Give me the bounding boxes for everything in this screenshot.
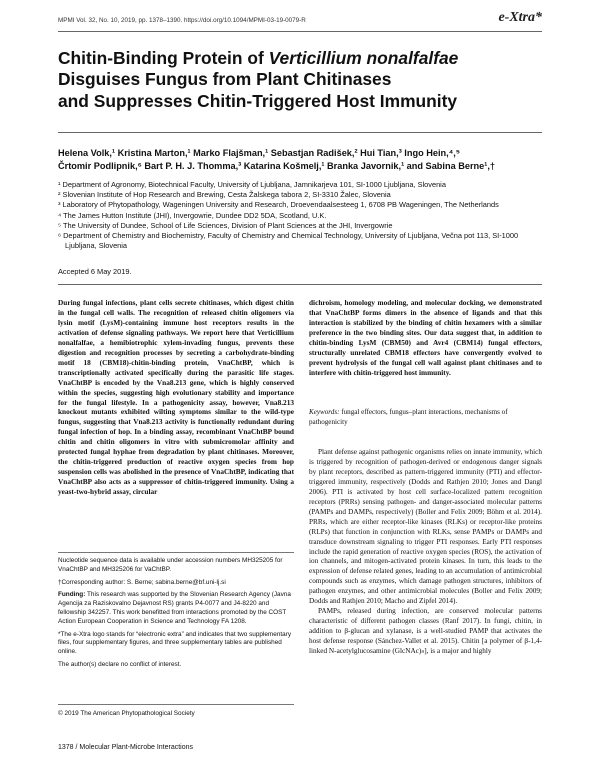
footnote-extra: *The e-Xtra logo stands for “electronic extra” and indicates that two supplementary files, four supplementary figures, and three supplementary tables are published online. bbox=[58, 630, 292, 656]
title-line2: Disguises Fungus from Plant Chitinases bbox=[58, 69, 392, 90]
funding-label: Funding: bbox=[58, 591, 86, 599]
title-line3: and Suppresses Chitin-Triggered Host Immunity bbox=[58, 90, 458, 111]
keywords-text: fungal effectors, fungus–plant interactions, mechanisms of pathogenicity bbox=[309, 408, 508, 426]
affiliation-6: ⁶ Department of Chemistry and Biochemistry, Faculty of Chemistry and Chemical Technology, University of Ljubljana, Večna pot 113, SI-1000 Ljubljana, Slovenia bbox=[58, 231, 519, 251]
affiliation-5: ⁵ The University of Dundee, School of Life Sciences, Division of Plant Sciences at the JHI, Invergowrie bbox=[58, 220, 393, 230]
footnote-conflict: The author(s) declare no conflict of interest. bbox=[58, 660, 182, 668]
affiliation-4: ⁴ The James Hutton Institute (JHI), Invergowrie, Dundee DD2 5DA, Scotland, U.K. bbox=[58, 210, 327, 220]
abstract-rule bbox=[58, 284, 542, 285]
copyright-rule bbox=[58, 704, 294, 705]
title-rule bbox=[58, 132, 542, 133]
footnotes bbox=[58, 557, 294, 674]
footnote-funding bbox=[58, 591, 294, 626]
abstract-right-column: dichroism, homology modeling, and molecular docking, we demonstrated that VnaChtBP forms dimers in the absence of ligands and that this interaction is stabilized by the binding of chitin hexamers with a similar preference in the two binding sites. Our data suggest that, in addition to chitin-binding LysM (CBM50) and Avr4 (CBM14) fungal effectors, structurally unrelated CBM18 effectors have convergently evolved to prevent hydrolysis of the fungal cell wall against plant chitinases and to interfere with chitin-triggered host immunity. bbox=[309, 298, 542, 377]
affiliation-2: ² Slovenian Institute of Hop Research and Brewing, Cesta Žalskega tabora 2, SI-3310 Žalec, Slovenia bbox=[58, 190, 391, 200]
authors-line2: Črtomir Podlipnik,⁶ Bart P. H. J. Thomma,³ Katarina Košmelj,¹ Branka Javornik,¹ and Sabina Berne¹,† bbox=[58, 160, 496, 171]
title-line1-prefix: Chitin-Binding Protein of bbox=[58, 48, 269, 68]
funding-text: This research was supported by the Slovenian Research Agency (Javna Agencija za Raziskovalno Dejavnost RS) grants P4-0077 and J4-8220 and fellowship 342257. This work benefitted from interactions promoted by the COST Action European Cooperation in Science and Technology FA 1208. bbox=[58, 591, 291, 625]
journal-citation: MPMI Vol. 32, No. 10, 2019, pp. 1378–1390. https://doi.org/10.1094/MPMI-03-19-0079-R bbox=[58, 17, 306, 24]
accepted-date: Accepted 6 May 2019. bbox=[58, 267, 132, 276]
title-line1-species: Verticillium nonalfalfae bbox=[268, 48, 459, 68]
introduction-text bbox=[309, 448, 542, 657]
header-rule bbox=[58, 31, 542, 32]
e-xtra-logo: e-Xtra* bbox=[498, 10, 542, 25]
intro-paragraph-1: Plant defense against pathogenic organisms relies on innate immunity, which is triggered by recognition of pathogen-derived or endogenous danger signals by plant receptors, described as pattern-triggered immunity (PTI) and effector-triggered immunity, respectively (Dodds and Rathjen 2010; Jones and Dangl 2006). PTI is activated by host cell surface-localized pattern recognition receptors (PRRs) sensing pathogen- and danger-associated molecular patterns (PAMPs and DAMPs, respectively) (Boller and Felix 2009; Böhm et al. 2014). PRRs, which are either receptor-like kinases (RLKs) or receptor-like proteins (RLPs) that function in conjunction with RLKs, sense PAMPs or DAMPs and transduce downstream signaling to trigger PTI responses. Early PTI responses include the rapid generation of reactive oxygen species (ROS), the activation of ion channels, and mitogen-activated protein kinases. In turn, this leads to the expression of defense related genes, leading to an accumulation of antimicrobial compounds such as enzymes, which damage pathogen structures, inhibitors of pathogen enzymes, and other antimicrobial molecules (Boller and Felix 2009; Dodds and Rathjen 2010; Macho and Zipfel 2014). bbox=[309, 448, 542, 606]
footnote-sequence-data: Nucleotide sequence data is available under accession numbers MH325205 for VnaChtBP and MH325206 for VaChtBP. bbox=[58, 557, 283, 573]
keywords bbox=[309, 408, 542, 428]
author-list bbox=[58, 147, 542, 172]
copyright: © 2019 The American Phytopathological Society bbox=[58, 710, 195, 717]
page-number-footer: 1378 / Molecular Plant-Microbe Interactions bbox=[58, 744, 194, 751]
authors-line1: Helena Volk,¹ Kristina Marton,¹ Marko Flajšman,¹ Sebastjan Radišek,² Hui Tian,³ Ingo Hein,⁴,⁵ bbox=[58, 148, 461, 158]
affiliations bbox=[58, 180, 542, 251]
affiliation-3: ³ Laboratory of Phytopathology, Wageningen University and Research, Droevendaalsesteeg 1, 6708 PB Wageningen, The Netherlands bbox=[58, 200, 499, 210]
affiliation-1: ¹ Department of Agronomy, Biotechnical Faculty, University of Ljubljana, Jamnikarjeva 101, SI-1000 Ljubljana, Slovenia bbox=[58, 180, 446, 189]
keywords-label: Keywords: bbox=[309, 408, 340, 416]
intro-paragraph-2: PAMPs, released during infection, are conserved molecular patterns characteristic of different pathogen classes (Ranf 2017). In fungi, chitin, in addition to β-glucan and xylanase, is a well-studied PAMP that activates the host defense response (Sánchez-Vallet et al. 2015). Chitin [a polymer of β-1,4-linked N-acetylglucosamine (GlcNAc)ₙ], is a major and highly bbox=[309, 607, 542, 656]
footnote-rule bbox=[58, 552, 294, 553]
article-title bbox=[58, 48, 542, 112]
footnote-corresponding: †Corresponding author: S. Berne; sabina.berne@bf.uni-lj.si bbox=[58, 578, 226, 586]
abstract-left-column: During fungal infections, plant cells secrete chitinases, which digest chitin in the fungal cell walls. The recognition of released chitin oligomers via lysin motif (LysM)-containing immune host receptors results in the activation of defense signaling pathways. We report here that Verticillium nonalfalfae, a hemibiotrophic xylem-invading fungus, prevents these digestion and recognition processes by secreting a carbohydrate-binding motif 18 (CBM18)-chitin-binding protein, VnaChtBP, which is transcriptionally activated specifically during the parasitic life stages. VnaChtBP is encoded by the Vna8.213 gene, which is highly conserved within the species, suggesting high evolutionary stability and importance for the fungal lifestyle. In a pathogenicity assay, however, Vna8.213 knockout mutants exhibited wilting symptoms similar to the wild-type fungus, suggesting that Vna8.213 activity is functionally redundant during fungal infection of hop. In a binding assay, recombinant VnaChtBP bound chitin and chitin oligomers in vitro with submicromolar affinity and protected fungal hyphae from degradation by plant chitinases. Moreover, the chitin-triggered production of reactive oxygen species from hop suspension cells was abolished in the presence of VnaChtBP, indicating that VnaChtBP also acts as a suppressor of chitin-triggered immunity. Using a yeast-two-hybrid assay, circular bbox=[58, 298, 294, 497]
